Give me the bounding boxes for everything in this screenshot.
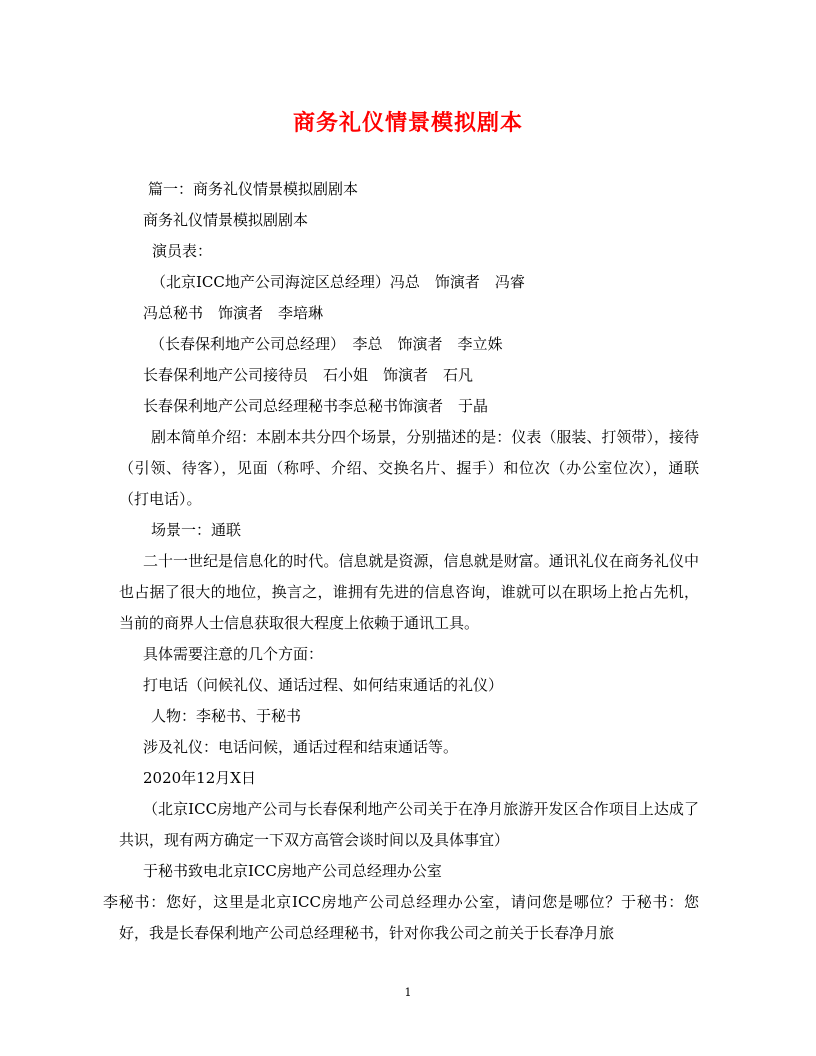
page-number: 1 (404, 986, 412, 999)
paragraph: （长春保利地产公司总经理） 李总 饰演者 李立姝 (150, 335, 503, 353)
paragraph: （北京ICC房地产公司与长春保利地产公司关于在净月旅游开发区合作项目上达成了共识，现有两方确定一下双方高管会谈时间以及具体事宜） (119, 800, 699, 849)
paragraph: 演员表： (152, 242, 213, 260)
paragraph: 场景一：通联 (151, 521, 242, 539)
paragraph: 李秘书：您好，这里是北京ICC房地产公司总经理办公室，请问您是哪位？于秘书：您好，我是长春保利地产公司总经理秘书，针对你我公司之前关于长春净月旅 (103, 893, 699, 942)
paragraph: 冯总秘书 饰演者 李培琳 (143, 304, 324, 322)
paragraph: 长春保利地产公司接待员 石小姐 饰演者 石凡 (143, 366, 474, 384)
paragraph: 商务礼仪情景模拟剧剧本 (143, 211, 309, 229)
paragraph: 长春保利地产公司总经理秘书李总秘书饰演者 于晶 (143, 397, 489, 415)
paragraph: 打电话（问候礼仪、通话过程、如何结束通话的礼仪） (143, 676, 504, 694)
paragraph: （北京ICC地产公司海淀区总经理）冯总 饰演者 冯睿 (151, 273, 525, 291)
document-title: 商务礼仪情景模拟剧本 (292, 110, 523, 136)
paragraph: 二十一世纪是信息化的时代。信息就是资源，信息就是财富。通讯礼仪在商务礼仪中也占据了很大的地位，换言之，谁拥有先进的信息咨询，谁就可以在职场上抢占先机，当前的商界人士信息获取很大程度上依赖于通讯工具。 (119, 552, 699, 632)
paragraph: 具体需要注意的几个方面： (143, 645, 324, 663)
paragraph: 篇一：商务礼仪情景模拟剧剧本 (148, 180, 359, 198)
paragraph: 剧本简单介绍：本剧本共分四个场景，分别描述的是：仪表（服装、打领带），接待（引领、待客），见面（称呼、介绍、交换名片、握手）和位次（办公室位次），通联（打电话）。 (119, 428, 699, 508)
paragraph: 人物：李秘书、于秘书 (151, 707, 302, 725)
paragraph: 于秘书致电北京ICC房地产公司总经理办公室 (143, 862, 442, 880)
document-body (103, 174, 699, 949)
paragraph: 2020年12月X日 (143, 769, 256, 787)
paragraph: 涉及礼仪：电话问候，通话过程和结束通话等。 (143, 738, 459, 756)
